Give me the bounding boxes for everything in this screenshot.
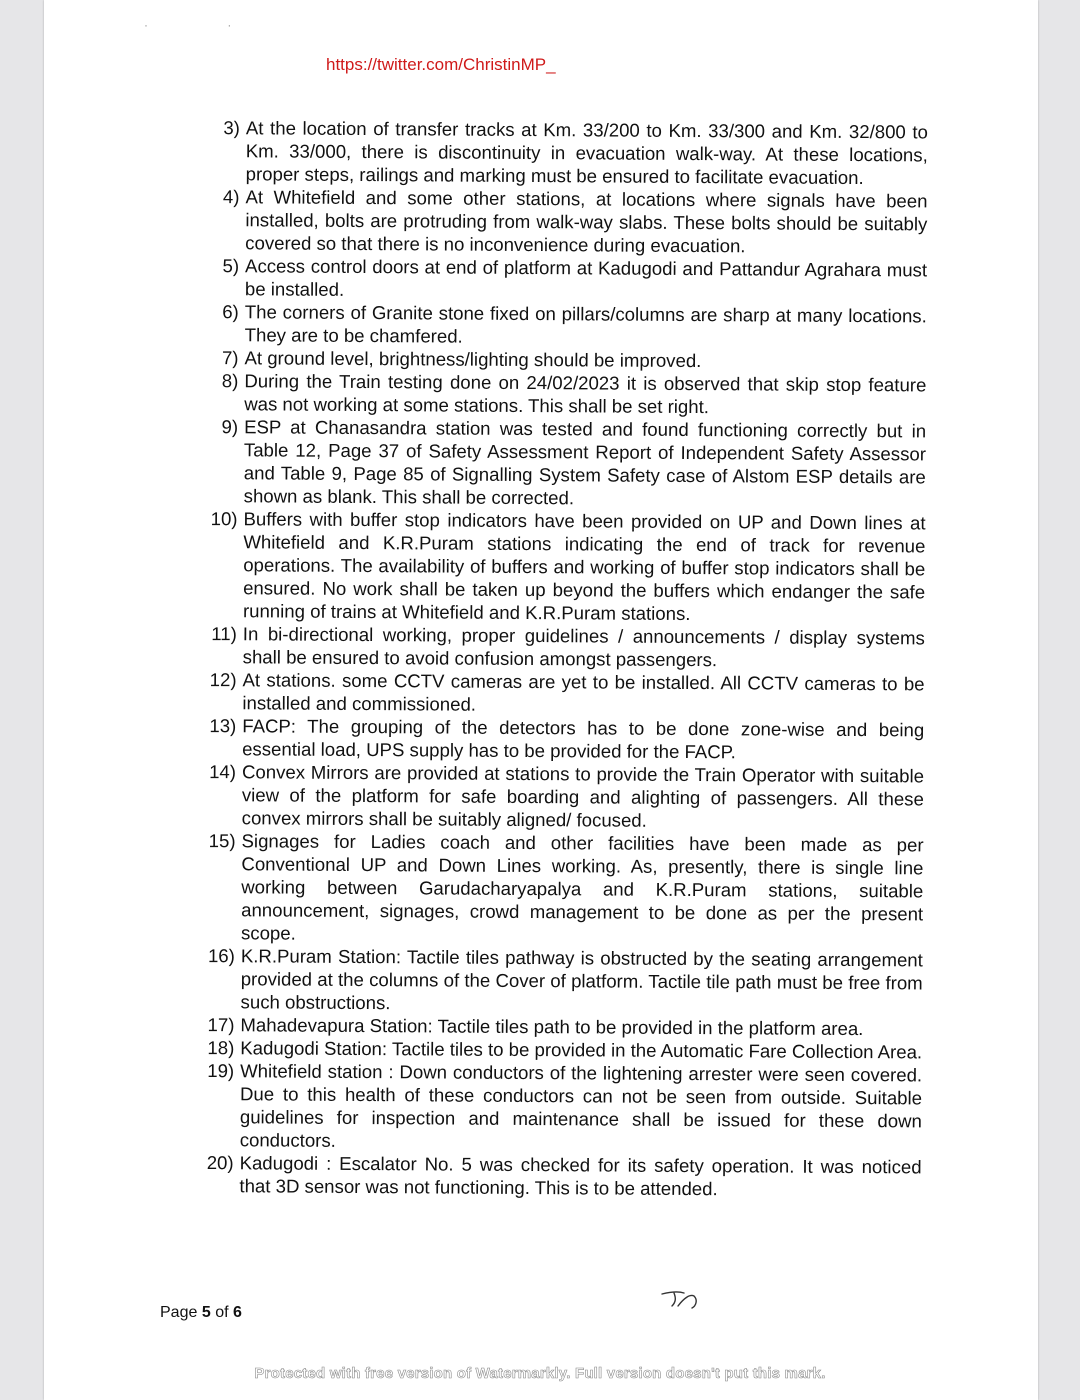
item-text: Signages for Ladies coach and other facilities have been made as per Conventional UP and Down Lines working. As, presently, there is single line working between Garudacharyapalya and K.R.Puram stations, suitable announcement, signages, crowd management to be done as per the present scope.	[240, 830, 924, 944]
item-text: The corners of Granite stone fixed on pillars/columns are sharp at many locations. They are to be chamfered.	[244, 301, 927, 347]
item-number: 16)	[207, 945, 235, 967]
item-number: 5)	[222, 255, 240, 277]
item-number: 12)	[209, 669, 237, 691]
item-number: 7)	[221, 347, 239, 369]
item-number: 9)	[221, 416, 239, 438]
item-text: ESP at Chanasandra station was tested and found functioning correctly but in Table 12, Page 37 of Safety Assessment Report of Independent Safety Assessor and Table 9, Page 85 of Signalling System Safety case of Alstom ESP details are shown as blank. This shall be corrected.	[243, 416, 927, 509]
handwritten-initials	[660, 1288, 700, 1312]
list-item	[199, 185, 927, 258]
item-text: FACP: The grouping of the detectors has to be done zone-wise and being essential load, UPS supply has to be provided for the FACP.	[242, 715, 925, 763]
item-text: At the location of transfer tracks at Km. 33/200 to Km. 33/300 and Km. 32/800 to Km. 33/000, there is discontinuity in evacuation walk-way. At these locations, proper steps, railings and marking must be ensured to facilitate evacuation.	[245, 117, 928, 189]
numbered-list	[193, 116, 928, 1201]
watermark-text: Protected with free version of Watermarkly. Full version doesn't put this mark.	[254, 1365, 826, 1382]
item-text: Access control doors at end of platform at Kadugodi and Pattandur Agrahara must be installed.	[244, 255, 928, 300]
item-text: At Whitefield and some other stations, at locations where signals have been installed, bolts are protruding from walk-way slabs. These bolts should be suitably covered so that there is no inconvenience during evacuation.	[245, 186, 928, 257]
item-text: In bi-directional working, proper guidelines / announcements / display systems shall be ensured to avoid confusion amongst passengers.	[242, 623, 925, 671]
scan-marks: · ·	[144, 18, 270, 32]
page-total: 6	[232, 1304, 242, 1321]
list-item	[197, 622, 925, 672]
item-text: At ground level, brightness/lighting should be improved.	[244, 347, 702, 372]
item-number: 4)	[222, 186, 240, 208]
page-of: of	[215, 1304, 229, 1321]
list-item	[196, 714, 924, 764]
item-number: 10)	[210, 508, 238, 530]
twitter-link[interactable]: https://twitter.com/ChristinMP_	[326, 55, 556, 74]
list-item	[196, 668, 924, 718]
page-prefix: Page	[160, 1304, 198, 1321]
list-item	[194, 1059, 923, 1155]
list-item	[197, 507, 926, 626]
item-text: During the Train testing done on 24/02/2023 it is observed that skip stop feature was not working at some stations. This shall be set right.	[244, 370, 927, 418]
item-text: At stations. some CCTV cameras are yet to be installed. All CCTV cameras to be installed and commissioned.	[242, 669, 925, 715]
item-number: 15)	[208, 830, 236, 852]
item-text: Kadugodi Station: Tactile tiles to be provided in the Automatic Fare Collection Area.	[240, 1037, 923, 1063]
item-text: Convex Mirrors are provided at stations to provide the Train Operator with suitable view of the platform for safe boarding and alighting of passengers. All these convex mirrors shall be suitably aligned/ focused.	[241, 761, 925, 831]
item-number: 13)	[209, 715, 237, 737]
item-text: K.R.Puram Station: Tactile tiles pathway is obstructed by the seating arrangement provided at the columns of the Cover of platform. Tactile tile path must be free from such obstructions.	[240, 945, 923, 1014]
list-item	[199, 300, 927, 350]
item-text: Kadugodi : Escalator No. 5 was checked for its safety operation. It was noticed that 3D sensor was not functioning. This is to be attended.	[239, 1152, 922, 1200]
page-number	[160, 1304, 242, 1322]
list-item	[193, 1151, 921, 1201]
item-number: 19)	[207, 1060, 235, 1082]
page-current: 5	[201, 1304, 211, 1321]
list-item	[195, 944, 923, 1017]
item-text: Mahadevapura Station: Tactile tiles path to be provided in the platform area.	[240, 1014, 864, 1040]
list-item	[196, 760, 924, 833]
item-number: 20)	[206, 1152, 234, 1174]
item-number: 14)	[209, 761, 237, 783]
item-number: 17)	[207, 1014, 235, 1036]
list-item	[195, 829, 924, 948]
item-number: 8)	[221, 370, 239, 392]
list-item	[199, 254, 927, 304]
list-item	[198, 369, 926, 419]
item-number: 11)	[211, 623, 237, 645]
item-text: Whitefield station : Down conductors of the lightening arrester were seen covered. Due to this health of these conductors can not be seen from outside. Suitable guidelines for inspection and maintenance shall be issued for these down conductors.	[239, 1060, 923, 1151]
list-item	[198, 415, 927, 511]
item-number: 6)	[222, 301, 239, 323]
item-number: 18)	[207, 1037, 235, 1059]
item-number: 3)	[223, 117, 240, 139]
item-text: Buffers with buffer stop indicators have been provided on UP and Down lines at Whitefield and K.R.Puram stations indicating the end of track for revenue operations. The availability of buffers and working of buffer stop indicators shall be ensured. No work shall be taken up beyond the buffers which endanger the safe running of trains at Whitefield and K.R.Puram stations.	[242, 508, 926, 625]
list-item	[200, 116, 928, 189]
